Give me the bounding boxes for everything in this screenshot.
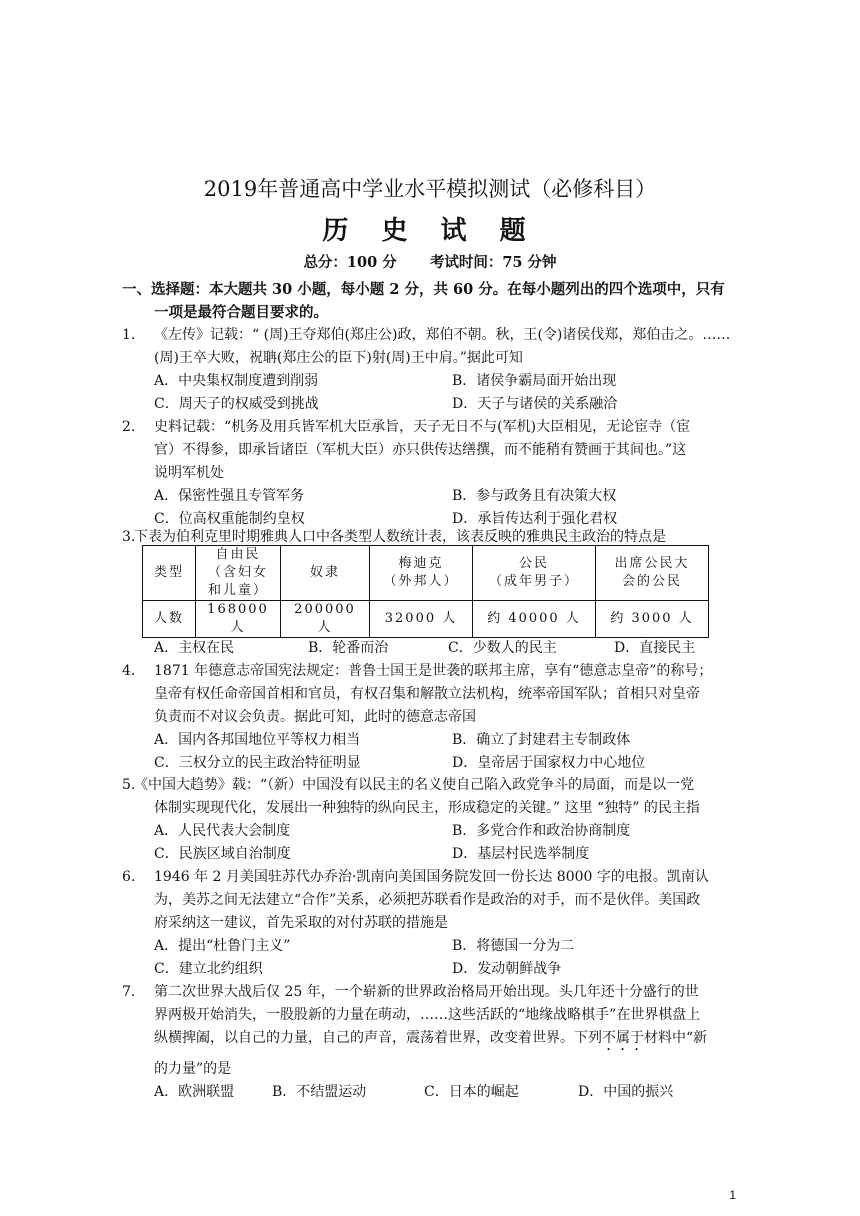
question-stem: 第二次世界大战后仅 25 年，一个崭新的世界政治格局开始出现。头几年还十分盛行的世: [154, 984, 699, 1000]
option-c[interactable]: C．日本的崛起: [424, 1084, 519, 1100]
table-header-cell: 公民 （成年男子）: [473, 546, 596, 601]
option-c[interactable]: C．周天子的权威受到挑战: [154, 396, 319, 412]
option-d[interactable]: D．承旨传达利于强化君权: [452, 511, 618, 527]
table-cell: 约 3000 人: [596, 601, 709, 638]
question-5: [122, 774, 750, 866]
question-stem-line: 负责而不对议会负责。据此可知，此时的德意志帝国: [154, 709, 476, 725]
section-heading: [122, 278, 747, 324]
table-cell: 168000 人: [196, 601, 281, 638]
table-cell: 人数: [143, 601, 196, 638]
question-stem-line: 为，美苏之间无法建立“合作”关系，必须把苏联看作是政治的对手，而不是伙伴。美国政: [154, 892, 701, 908]
option-c[interactable]: C．建立北约组织: [154, 961, 263, 977]
option-d[interactable]: D．基层村民选举制度: [452, 846, 590, 862]
question-number: 4.: [122, 663, 136, 679]
exam-title: 2019年普通高中学业水平模拟测试（必修科目）: [203, 177, 657, 201]
option-c[interactable]: C．三权分立的民主政治特征明显: [154, 755, 361, 771]
question-stem: 1871 年德意志帝国宪法规定：普鲁士国王是世袭的联邦主席，享有“德意志皇帝”的称号；: [154, 663, 713, 679]
question-2: [122, 416, 750, 531]
question-3-options: [122, 637, 750, 660]
subject-title: 历 史 试 题: [322, 216, 538, 246]
option-b[interactable]: B．确立了封建君主专制政体: [452, 732, 631, 748]
option-b[interactable]: B．参与政务且有决策大权: [452, 488, 617, 504]
question-1: [122, 324, 750, 416]
option-d[interactable]: D．中国的振兴: [578, 1084, 674, 1100]
option-b[interactable]: B．轮番而治: [308, 640, 389, 656]
question-stem-line: 官）不得参，即承旨诸臣（军机大臣）亦只供传达缮撰，而不能稍有赞画于其间也。”这: [154, 442, 687, 458]
table-header-cell: 奴隶: [281, 546, 370, 601]
table-header-cell: 出席公民大 会的公民: [596, 546, 709, 601]
question-stem: 史料记载：“机务及用兵皆军机大臣承旨，天子无日不与(军机)大臣相见，无论宦寺（宦: [154, 419, 691, 435]
option-b[interactable]: B．诸侯争霸局面开始出现: [452, 373, 617, 389]
exam-time: 考试时间：75 分钟: [429, 254, 557, 271]
option-d[interactable]: D．直接民主: [614, 640, 696, 656]
option-c[interactable]: C．少数人的民主: [448, 640, 557, 656]
question-stem-line: (周)王卒大败，祝聃(郑庄公的臣下)射(周)王中肩。”据此可知: [154, 350, 523, 366]
option-a[interactable]: A．人民代表大会制度: [154, 823, 291, 839]
exam-meta: [0, 251, 860, 272]
population-table: [142, 545, 709, 638]
option-a[interactable]: A．中央集权制度遭到削弱: [154, 373, 319, 389]
question-7: [122, 981, 750, 1104]
table-cell: 约 40000 人: [473, 601, 596, 638]
table-row: [143, 601, 709, 638]
option-d[interactable]: D．皇帝居于国家权力中心地位: [452, 755, 646, 771]
question-stem-line: 说明军机处: [154, 465, 224, 481]
question-number: 2.: [122, 419, 136, 435]
table-cell: 32000 人: [370, 601, 473, 638]
option-a[interactable]: A．提出“杜鲁门主义”: [154, 938, 291, 954]
question-stem-line: 府采纳这一建议，首先采取的对付苏联的措施是: [154, 915, 448, 931]
emphasized-text: 不属于: [602, 1030, 644, 1046]
question-number: 6.: [122, 869, 136, 885]
question-stem-line: 体制实现现代化，发展出一种独特的纵向民主，形成稳定的关键。” 这里 “独特” 的民主指: [154, 800, 700, 816]
table-header-row: [143, 546, 709, 601]
question-stem: 下表为伯利克里时期雅典人口中各类型人数统计表，该表反映的雅典民主政治的特点是: [134, 529, 666, 545]
option-d[interactable]: D．天子与诸侯的关系融洽: [452, 396, 618, 412]
page-number: 1: [729, 1188, 736, 1202]
question-stem-line: 皇帝有权任命帝国首相和官员，有权召集和解散立法机构，统率帝国军队；首相只对皇帝: [154, 686, 700, 702]
question-number: 5.: [122, 777, 136, 793]
question-number: 7.: [122, 984, 136, 1000]
section-heading-line1: 一、选择题：本大题共 30 小题，每小题 2 分，共 60 分。在每小题列出的四个选项中，只有: [122, 281, 725, 298]
question-stem: 《左传》记载：“ (周)王夺郑伯(郑庄公)政，郑伯不朝。秋，王(令)诸侯伐郑，郑伯击之。……: [154, 327, 731, 343]
option-b[interactable]: B．多党合作和政治协商制度: [452, 823, 631, 839]
option-a[interactable]: A．欧洲联盟: [154, 1084, 235, 1100]
table-header-cell: 梅迪克 （外邦人）: [370, 546, 473, 601]
option-b[interactable]: B．将德国一分为二: [452, 938, 575, 954]
option-c[interactable]: C．位高权重能制约皇权: [154, 511, 305, 527]
option-a[interactable]: A．国内各邦国地位平等权力相当: [154, 732, 361, 748]
option-a[interactable]: A．保密性强且专管军务: [154, 488, 305, 504]
question-stem-line: 纵横捭阖，以自己的力量，自己的声音，震荡着世界，改变着世界。下列不属于材料中“新: [154, 1030, 708, 1046]
option-a[interactable]: A．主权在民: [154, 640, 235, 656]
question-stem: 1946 年 2 月美国驻苏代办乔治·凯南向美国国务院发回一份长达 8000 字的电报。凯南认: [154, 869, 709, 885]
question-6: [122, 866, 750, 981]
section-heading-line2: 一项是最符合题目要求的。: [154, 304, 328, 321]
question-stem: 《中国大趋势》载：“（新）中国没有以民主的名义使自己陷入政党争斗的局面，而是以一党: [134, 777, 695, 793]
option-d[interactable]: D．发动朝鲜战争: [452, 961, 562, 977]
option-c[interactable]: C．民族区域自治制度: [154, 846, 291, 862]
option-b[interactable]: B．不结盟运动: [272, 1084, 367, 1100]
question-4: [122, 660, 750, 775]
question-number: 3.: [122, 529, 136, 545]
table-header-cell: 自由民 （含妇女 和儿童）: [196, 546, 281, 601]
table-header-cell: 类型: [143, 546, 196, 601]
question-number: 1.: [122, 327, 136, 343]
question-stem-line: 界两极开始消失，一股股新的力量在萌动，……这些活跃的“地缘战略棋手”在世界棋盘上: [154, 1007, 701, 1023]
total-score: 总分：100 分: [303, 254, 397, 271]
table-cell: 200000 人: [281, 601, 370, 638]
question-stem-line: 的力量”的是: [154, 1061, 232, 1077]
